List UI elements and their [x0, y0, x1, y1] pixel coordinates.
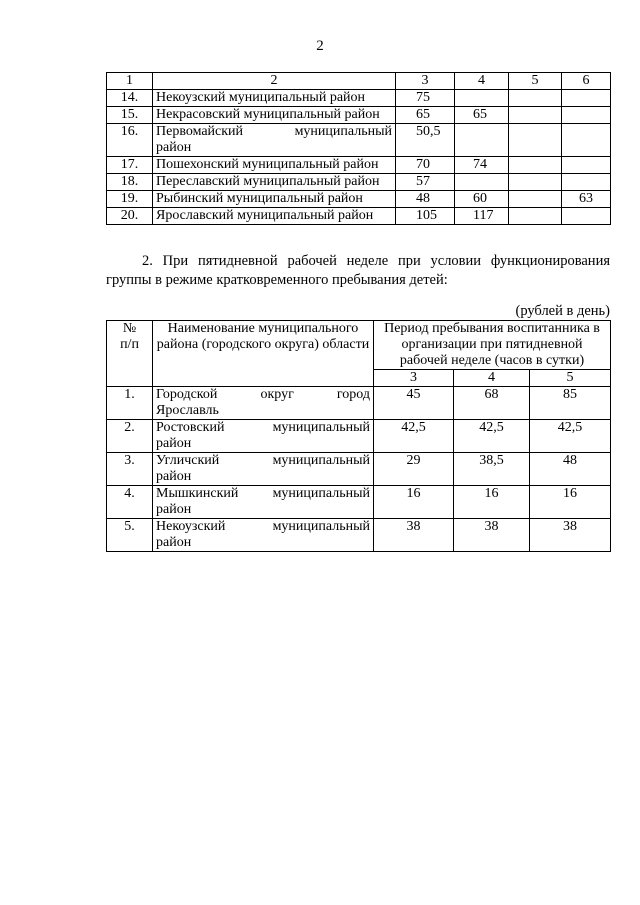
rate-value: 38	[530, 519, 611, 552]
rate-value: 16	[374, 486, 454, 519]
value-cell	[509, 90, 562, 107]
period-header: Период пребывания воспитанника в организации при пятидневной рабочей неделе (часов в сутки)	[374, 321, 611, 370]
value-cell: 74	[455, 157, 509, 174]
row-number: 2.	[107, 420, 153, 453]
row-number: 15.	[107, 107, 153, 124]
value-cell	[562, 208, 611, 225]
value-cell: 75	[396, 90, 455, 107]
table-row	[107, 174, 611, 191]
rate-value: 29	[374, 453, 454, 486]
rate-value: 38,5	[454, 453, 530, 486]
value-cell: 105	[396, 208, 455, 225]
table-row	[107, 124, 611, 157]
district-name	[153, 420, 374, 453]
value-cell	[509, 124, 562, 157]
units-label: (рублей в день)	[515, 303, 610, 319]
row-number: 16.	[107, 124, 153, 157]
column-number-header: 2	[153, 73, 396, 90]
rate-value: 48	[530, 453, 611, 486]
hours-subheader: 3	[374, 370, 454, 387]
district-name-line: Угличский муниципальный	[156, 453, 370, 468]
value-cell: 65	[396, 107, 455, 124]
district-name-line: Городской округ город	[156, 387, 370, 402]
district-name-line: Ярославский муниципальный район	[156, 208, 374, 223]
district-name	[153, 486, 374, 519]
table-row	[107, 453, 611, 486]
district-name	[153, 453, 374, 486]
header-line: п/п	[120, 337, 139, 352]
rates-table-continued	[106, 72, 611, 225]
value-cell	[562, 90, 611, 107]
district-name-line: Первомайский муниципальный	[156, 124, 392, 139]
row-number: 19.	[107, 191, 153, 208]
hours-subheader: 5	[530, 370, 611, 387]
rate-value: 38	[374, 519, 454, 552]
value-cell: 50,5	[396, 124, 455, 157]
page-number: 2	[316, 38, 324, 54]
value-cell	[562, 157, 611, 174]
district-name-line: Рыбинский муниципальный район	[156, 191, 363, 206]
table-row	[107, 107, 611, 124]
district-name	[153, 157, 396, 174]
rate-value: 38	[454, 519, 530, 552]
table-row	[107, 519, 611, 552]
column-number-header: 6	[562, 73, 611, 90]
rate-value: 68	[454, 387, 530, 420]
row-number: 1.	[107, 387, 153, 420]
table-row	[107, 420, 611, 453]
value-cell: 117	[455, 208, 509, 225]
district-name-line: Пошехонский муниципальный район	[156, 157, 379, 172]
short-stay-rates-table	[106, 320, 611, 552]
rate-value: 45	[374, 387, 454, 420]
district-name-header: Наименование муниципального района (городского округа) области	[153, 321, 374, 387]
row-number: 20.	[107, 208, 153, 225]
row-number-header	[107, 321, 153, 387]
rate-value: 16	[530, 486, 611, 519]
row-number: 14.	[107, 90, 153, 107]
column-number-header: 5	[509, 73, 562, 90]
row-number: 18.	[107, 174, 153, 191]
value-cell: 60	[455, 191, 509, 208]
table-row	[107, 208, 611, 225]
table-row	[107, 191, 611, 208]
column-number-header: 4	[455, 73, 509, 90]
rate-value: 42,5	[454, 420, 530, 453]
district-name	[153, 174, 396, 191]
table-row	[107, 387, 611, 420]
value-cell: 65	[455, 107, 509, 124]
table-row	[107, 486, 611, 519]
district-name-line: Ростовский муниципальный	[156, 420, 370, 435]
value-cell	[455, 90, 509, 107]
hours-subheader: 4	[454, 370, 530, 387]
district-name	[153, 124, 396, 157]
value-cell	[509, 174, 562, 191]
district-name-line: Некоузский муниципальный район	[156, 90, 366, 105]
value-cell	[562, 124, 611, 157]
value-cell: 48	[396, 191, 455, 208]
district-name-line: район	[156, 436, 192, 451]
rate-value: 16	[454, 486, 530, 519]
row-number: 5.	[107, 519, 153, 552]
district-name	[153, 387, 374, 420]
district-name	[153, 107, 396, 124]
value-cell	[455, 174, 509, 191]
rate-value: 42,5	[530, 420, 611, 453]
table-row	[107, 90, 611, 107]
value-cell: 70	[396, 157, 455, 174]
section-paragraph: 2. При пятидневной рабочей неделе при условии функционирования группы в режиме кратковременного пребывания детей:	[106, 253, 610, 288]
value-cell	[562, 107, 611, 124]
value-cell: 57	[396, 174, 455, 191]
value-cell: 63	[562, 191, 611, 208]
value-cell	[509, 191, 562, 208]
table-row	[107, 157, 611, 174]
district-name	[153, 191, 396, 208]
district-name-line: Ярославль	[156, 403, 219, 418]
district-name-line: Мышкинский муниципальный	[156, 486, 370, 501]
rate-value: 42,5	[374, 420, 454, 453]
table-header-row	[107, 321, 611, 370]
district-name-line: район	[156, 535, 192, 550]
row-number: 3.	[107, 453, 153, 486]
column-number-header: 1	[107, 73, 153, 90]
value-cell	[562, 174, 611, 191]
district-name	[153, 90, 396, 107]
rate-value: 85	[530, 387, 611, 420]
row-number: 4.	[107, 486, 153, 519]
district-name-line: район	[156, 502, 192, 517]
district-name-line: Некоузский муниципальный	[156, 519, 370, 534]
table-header-row	[107, 73, 611, 90]
value-cell	[509, 157, 562, 174]
value-cell	[455, 124, 509, 157]
district-name-line: район	[156, 140, 192, 155]
value-cell	[509, 208, 562, 225]
district-name-line: Переславский муниципальный район	[156, 174, 380, 189]
district-name	[153, 208, 396, 225]
header-line: №	[122, 321, 137, 336]
district-name	[153, 519, 374, 552]
column-number-header: 3	[396, 73, 455, 90]
district-name-line: район	[156, 469, 192, 484]
row-number: 17.	[107, 157, 153, 174]
district-name-line: Некрасовский муниципальный район	[156, 107, 380, 122]
value-cell	[509, 107, 562, 124]
